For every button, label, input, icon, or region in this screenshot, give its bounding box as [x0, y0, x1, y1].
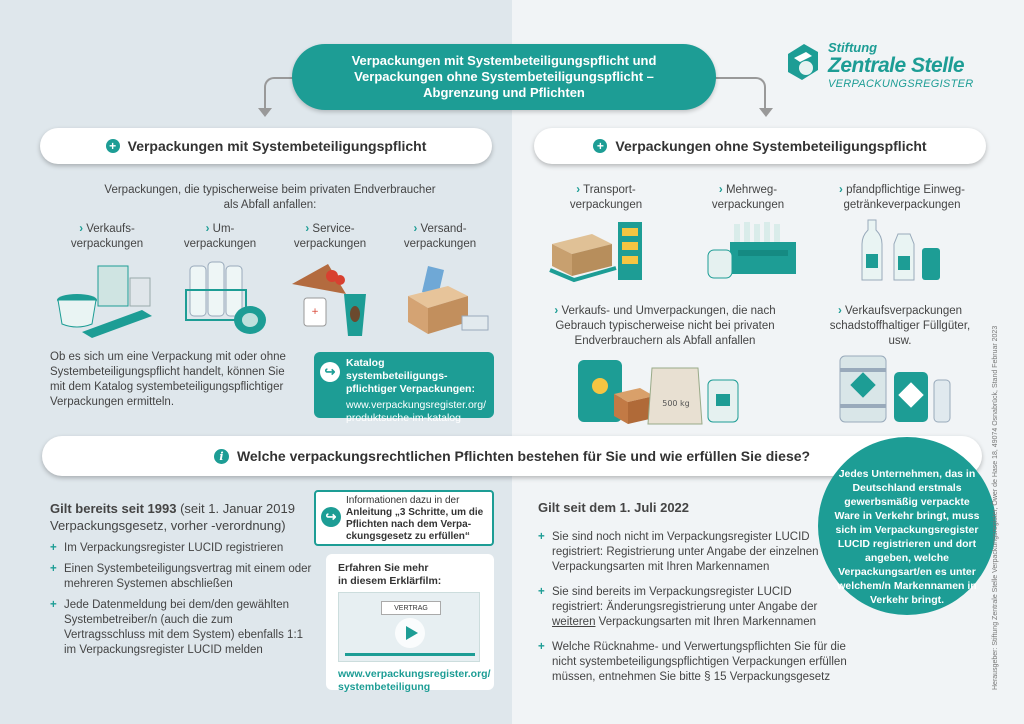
transportverpackungen-illustration [548, 214, 668, 284]
info-circle [818, 437, 996, 615]
catalog-hint [50, 350, 310, 410]
anleitung-line: ckungsgesetz zu erfüllen“ [346, 531, 470, 542]
item2-pre: Sie sind bereits im Verpackungsregister LUCID registriert: Änderungsregistrierung unter Angabe der [552, 586, 818, 613]
catalog-url-1[interactable]: www.verpackungsregister.org/ [346, 399, 487, 411]
plus-icon: + [106, 139, 120, 153]
arrow-left-head [258, 108, 272, 117]
heading-mit-systembeteiligung [40, 128, 492, 164]
share-arrow-icon: ↪ [320, 362, 340, 382]
film-url-1[interactable]: www.verpackungsregister.org/ [338, 668, 491, 680]
cat-l2: getränkeverpackungen [843, 199, 961, 211]
film-label: VERTRAG [381, 601, 441, 615]
verkaufsverpackungen-illustration [52, 258, 162, 338]
grossgebinde-illustration [570, 350, 760, 430]
video-thumbnail[interactable] [338, 592, 480, 662]
item2-underlined: weiteren [552, 616, 596, 628]
cat-l1: pfandpflichtige Einweg- [846, 184, 965, 196]
catalog-hint-line: Verpackungen ermitteln. [50, 396, 175, 408]
cat-l1: Mehrweg- [725, 184, 778, 196]
category-versandverpackungen [390, 222, 490, 252]
heading-text: Verpackungen ohne Systembeteiligungspflicht [615, 138, 927, 154]
category-mehrwegverpackungen [688, 183, 808, 213]
list-item: + Einen Systembeteiligungsvertrag mit einem oder mehreren Systemen abschließen [50, 562, 312, 592]
catalog-url-2[interactable]: produktsuche-im-katalog [346, 412, 461, 424]
duties-left-title [50, 500, 310, 534]
erklaerfilm-box [326, 554, 494, 693]
duties-heading-text: Welche verpackungsrechtlichen Pflichten bestehen für Sie und wie erfüllen Sie diese? [236, 448, 811, 464]
left-intro-line-1: Verpackungen, die typischerweise beim privaten Endverbraucher [104, 184, 436, 196]
cat-l1: Transport- [583, 184, 636, 196]
cat-l2: verpackungen [403, 238, 477, 250]
chevron-right-icon: › [839, 184, 843, 196]
cat5-line-1: Verkaufsverpackungen [845, 305, 963, 317]
cat-l1: Um- [212, 223, 235, 235]
category-verkaufsverpackungen [52, 222, 162, 252]
chevron-right-icon: › [79, 223, 84, 235]
svg-text:+: + [311, 307, 319, 317]
logo-line-2: Zentrale Stelle [828, 54, 965, 77]
serviceverpackungen-illustration [288, 254, 380, 340]
plus-icon: + [593, 139, 607, 153]
heading-ohne-systembeteiligung [534, 128, 986, 164]
duties-left-list [50, 541, 312, 664]
chevron-right-icon: › [837, 305, 842, 317]
anleitung-link-box[interactable] [314, 490, 494, 546]
cat-l2: verpackungen [183, 238, 257, 250]
arrow-right-head [759, 108, 773, 117]
chevron-right-icon: › [305, 223, 310, 235]
share-arrow-icon: ↪ [321, 507, 341, 527]
category-einweggetraenke [822, 183, 982, 213]
duties-right-title: Gilt seit dem 1. Juli 2022 [538, 500, 690, 515]
duties-left-title-bold: Gilt bereits seit 1993 [50, 501, 177, 516]
anleitung-line: Anleitung „3 Schritte, um die [346, 507, 484, 518]
logo-line-3: VERPACKUNGSREGISTER [828, 78, 974, 90]
cat5-line-2: schadstoffhaltiger Füllgüter, [829, 320, 971, 332]
film-url-2[interactable]: systembeteiligung [338, 681, 431, 693]
logo-line-1: Stiftung [828, 40, 878, 55]
sack-label: 500 kg [662, 399, 690, 408]
cat-l2: verpackungen [711, 199, 785, 211]
film-title-1: Erfahren Sie mehr [338, 562, 429, 574]
left-intro [60, 183, 480, 213]
catalog-hint-line: mit dem Katalog systembeteiligungspflichtiger [50, 381, 284, 393]
category-umverpackungen [170, 222, 270, 252]
title-line-1: Verpackungen mit Systembeteiligungspflicht und [351, 53, 657, 68]
chevron-right-icon: › [718, 184, 723, 196]
logo [784, 40, 984, 100]
umverpackungen-illustration [180, 256, 270, 340]
video-progress [345, 653, 475, 656]
anleitung-line: Pflichten nach dem Verpa- [346, 519, 472, 530]
film-title-2: in diesem Erklärfilm: [338, 575, 442, 587]
chevron-right-icon: › [576, 184, 581, 196]
publisher-note: Herausgeber: Stiftung Zentrale Stelle Verpackungsregister, Öwer de Hase 18, 49074 Osnabrück, Stand Februar 2023 [992, 325, 999, 690]
catalog-link-box[interactable] [314, 352, 494, 424]
cat-l1: Verkaufs- [86, 223, 135, 235]
chevron-right-icon: › [205, 223, 210, 235]
item2-post: Verpackungsarten mit Ihren Markennamen [595, 616, 817, 628]
heading-text: Verpackungen mit Systembeteiligungspflicht [127, 138, 427, 154]
cat-l2: verpackungen [293, 238, 367, 250]
cat4-line-1: Verkaufs- und Umverpackungen, die nach [561, 305, 776, 317]
category-transportverpackungen [546, 183, 666, 213]
list-item: + Im Verpackungsregister LUCID registrieren [50, 541, 312, 556]
duties-right-list [538, 530, 847, 691]
category-nicht-private-endverbraucher [530, 304, 800, 349]
chevron-right-icon: › [554, 305, 559, 317]
versandverpackungen-illustration [398, 256, 494, 340]
einweggetraenke-illustration [858, 214, 948, 286]
cat4-line-3: Endverbrauchern als Abfall anfallen [574, 335, 756, 347]
list-item: + Sie sind noch nicht im Verpackungsregister LUCID registriert: Registrierung unter Angabe der einzelnen Verpackungsarten mit Ihren Markennamen [538, 530, 828, 575]
cat-l2: verpackungen [70, 238, 144, 250]
category-schadstoffhaltige [812, 304, 988, 349]
category-serviceverpackungen [280, 222, 380, 252]
catalog-title-1: Katalog systembeteiligungs- [346, 357, 448, 382]
cat4-line-2: Gebrauch typischerweise nicht bei privaten [555, 320, 775, 332]
list-item: + Welche Rücknahme- und Verwertungspflichten Sie für die nicht systembeteiligungspflichtigen Verpackungen erfüllen müssen, entnehmen Sie bitte § 15 Verpackungsgesetz [538, 640, 868, 685]
left-intro-line-2: als Abfall anfallen: [223, 199, 317, 211]
mehrwegverpackungen-illustration [704, 214, 814, 284]
list-item: + Jede Datenmeldung bei dem/den gewählten Systembetreiber/n (auch die zum Vertragsschluss mit dem System) ebenfalls 1:1 im Verpackungsregister LUCID melden [50, 598, 312, 658]
title-line-2: Verpackungen ohne Systembeteiligungspflicht – [354, 69, 654, 84]
cat-l1: Service- [312, 223, 355, 235]
cat-l2: verpackungen [569, 199, 643, 211]
circle-text: Jedes Unternehmen, das in Deutschland erstmals gewerbsmäßig verpackte Ware in Verkehr bringt, muss sich im Verpackungsregister LUCID registrieren und dort angeben, welche Verpackungsart/en es unter welchem/n Markennamen in Verkehr bringt. [834, 468, 980, 606]
catalog-hint-line: Ob es sich um eine Verpackung mit oder ohne [50, 351, 286, 363]
title-line-3: Abgrenzung und Pflichten [423, 85, 585, 100]
chevron-right-icon: › [413, 223, 418, 235]
play-icon[interactable] [394, 617, 426, 649]
cat5-line-3: usw. [888, 335, 912, 347]
catalog-hint-line: Systembeteiligungspflicht handelt, können Sie [50, 366, 285, 378]
duties-left-title-line2: Verpackungsgesetz, vorher -verordnung) [50, 518, 286, 533]
duties-left-title-rest: (seit 1. Januar 2019 [176, 501, 295, 516]
anleitung-line: Informationen dazu in der [346, 495, 460, 506]
info-icon: i [214, 449, 229, 464]
cat-l1: Versand- [420, 223, 467, 235]
logo-icon [784, 40, 822, 84]
page-title [292, 44, 716, 110]
catalog-title-2: pflichtiger Verpackungen: [346, 383, 475, 395]
schadstoff-illustration [836, 346, 966, 426]
list-item [538, 585, 828, 630]
